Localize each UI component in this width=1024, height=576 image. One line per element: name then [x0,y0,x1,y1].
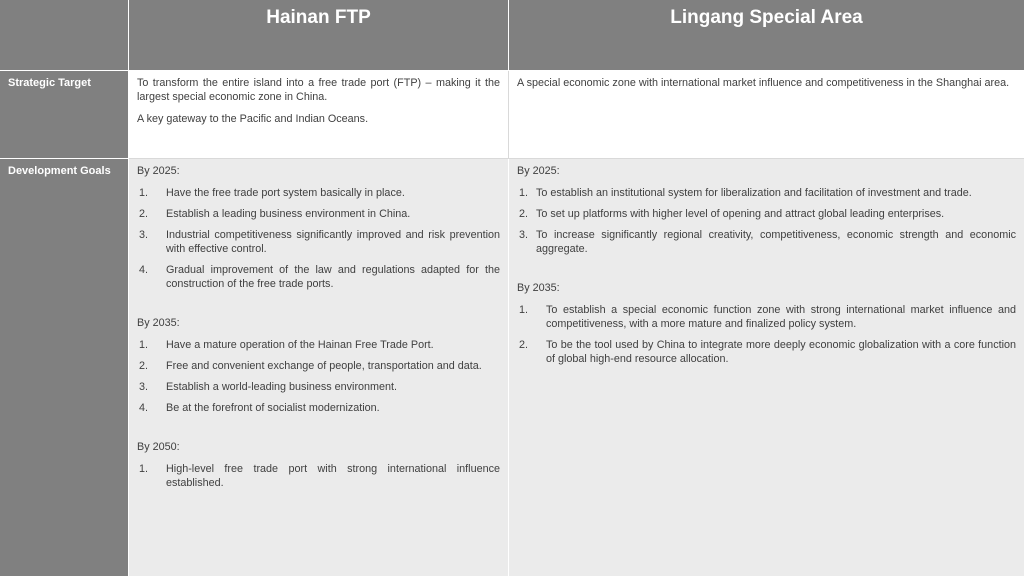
list-number: 2. [139,360,149,372]
list-item [517,338,1016,366]
hainan-2025-list [137,186,500,291]
list-number: 2. [139,208,149,220]
list-item-text: To establish an institutional system for liberalization and facilitation of investment and trade. [536,187,972,199]
list-number: 2. [519,339,529,351]
list-item-text: To increase significantly regional creativity, competitiveness, economic strength and economic aggregate. [536,229,1016,255]
hainan-2035-list [137,338,500,415]
list-number: 3. [139,381,149,393]
lingang-strategic-text: A special economic zone with international market influence and competitiveness in the Shanghai area. [517,77,1010,89]
list-number: 4. [139,264,149,276]
list-item-text: Establish a world-leading business environment. [166,381,398,393]
list-number: 1. [139,187,149,199]
list-number: 3. [519,229,529,241]
list-item [137,228,500,256]
header-lingang-special-area: Lingang Special Area [509,0,1024,71]
list-item [137,263,500,291]
lingang-2035-list [517,303,1016,366]
list-item [137,359,500,373]
list-number: 3. [139,229,149,241]
row-label-strategic-target: Strategic Target [0,71,129,159]
list-item [517,228,1016,256]
hainan-strategic-text-2: A key gateway to the Pacific and Indian Oceans. [137,113,369,125]
list-number: 2. [519,208,529,220]
list-number: 1. [519,304,529,316]
cell-lingang-development-goals [509,159,1024,576]
list-item [517,303,1016,331]
list-item [137,338,500,352]
cell-hainan-development-goals [129,159,509,576]
list-item-text: Be at the forefront of socialist modernization. [166,402,380,414]
list-number: 1. [139,339,149,351]
list-item-text: Industrial competitiveness significantly improved and risk prevention with effective control. [166,229,500,255]
list-item-text: Gradual improvement of the law and regulations adapted for the construction of the free trade ports. [166,264,500,290]
list-item [137,380,500,394]
lingang-2025-heading: By 2025: [517,165,560,177]
hainan-2035-heading: By 2035: [137,317,180,329]
list-item-text: To establish a special economic function zone with strong international market influence and competitiveness, with a more mature and finalized policy system. [546,304,1016,330]
header-hainan-ftp: Hainan FTP [129,0,509,71]
list-item-text: To be the tool used by China to integrate more deeply economic globalization with a core function of global high-end resource allocation. [546,339,1016,365]
list-item-text: Have the free trade port system basically in place. [166,187,405,199]
header-blank-cell [0,0,129,71]
row-label-development-goals: Development Goals [0,159,129,576]
list-item [137,186,500,200]
list-item-text: Establish a leading business environment in China. [166,208,411,220]
list-item [137,207,500,221]
cell-hainan-strategic-target [129,71,509,159]
cell-lingang-strategic-target [509,71,1024,159]
list-item [137,462,500,490]
list-item-text: Have a mature operation of the Hainan Free Trade Port. [166,339,434,351]
lingang-2035-heading: By 2035: [517,282,560,294]
list-number: 4. [139,402,149,414]
hainan-strategic-text-1: To transform the entire island into a free trade port (FTP) – making it the largest special economic zone in China. [137,77,500,103]
list-number: 1. [139,463,149,475]
list-item [517,207,1016,221]
lingang-2025-list [517,186,1016,256]
list-number: 1. [519,187,529,199]
list-item [517,186,1016,200]
list-item [137,401,500,415]
hainan-2050-list [137,462,500,490]
list-item-text: Free and convenient exchange of people, transportation and data. [166,360,482,372]
hainan-2050-heading: By 2050: [137,441,180,453]
list-item-text: To set up platforms with higher level of opening and attract global leading enterprises. [536,208,945,220]
list-item-text: High-level free trade port with strong international influence established. [166,463,500,489]
hainan-2025-heading: By 2025: [137,165,180,177]
